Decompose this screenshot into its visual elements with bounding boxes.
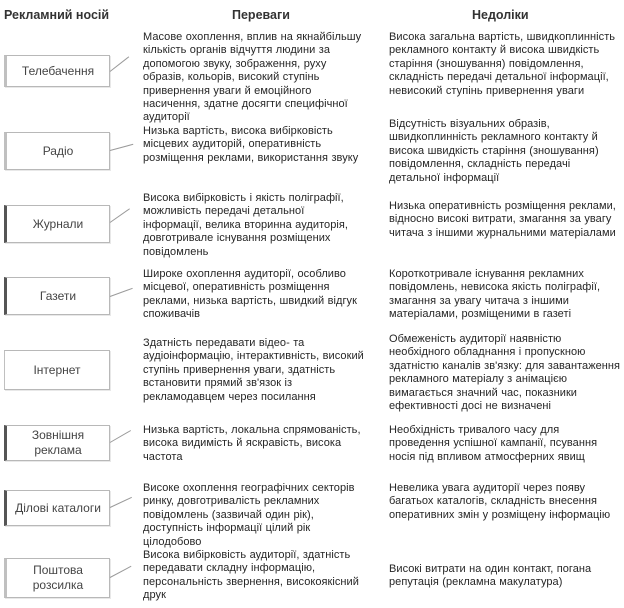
connector-line bbox=[110, 208, 130, 223]
advantages-cell: Широке охоплення аудиторії, особливо місцевої, оперативність розміщення реклами, низька вартість, швидкий відгук споживачів bbox=[143, 268, 357, 321]
disadvantages-cell: Відсутність візуальних образів, швидкоплинність рекламного контакту й висока швидкість старіння (зношування) повідомлення, складність передачі детальної інформації bbox=[389, 118, 599, 184]
disadvantages-cell: Короткотривале існування рекламних повідомлень, невисока якість поліграфії, змагання за увагу читача з іншими матеріалами, розміщеними в газеті bbox=[389, 268, 601, 321]
disadvantages-cell: Високі витрати на один контакт, погана репутація (рекламна макулатура) bbox=[389, 563, 592, 589]
connector-line bbox=[110, 288, 133, 297]
media-label-internet: Інтернет bbox=[4, 350, 110, 390]
disadvantages-cell: Обмеженість аудиторії наявністю необхідного обладнання і пропускною здатністю каналів зв'язку: для завантаження рекламного матеріалу з анімацією вимагається значний час, показники ефективності досі не визначені bbox=[389, 333, 621, 413]
advantages-cell: Здатність передавати відео- та аудіоінформацію, інтерактивність, високий ступінь привернення уваги, здатність встановити прямий зв'язок із рекламодавцем через посилання bbox=[143, 337, 364, 403]
connector-line bbox=[110, 56, 130, 72]
media-label-outdoor: Зовнішня реклама bbox=[4, 425, 110, 461]
advantages-cell: Висока вибірковість і якість поліграфії, можливість передачі детальної інформації, велика вторинна аудиторія, довготривале існування розміщених повідомлень bbox=[143, 192, 348, 258]
media-label-magazines: Журнали bbox=[4, 205, 110, 243]
connector-line bbox=[110, 497, 132, 508]
disadvantages-cell: Низька оперативність розміщення реклами, відносно високі витрати, змагання за увагу читача з іншими журнальними матеріалами bbox=[389, 200, 616, 239]
advantages-cell: Низька вартість, висока вибірковість місцевих аудиторій, оперативність розміщення реклами, використання звуку bbox=[143, 125, 359, 164]
media-label-tv: Телебачення bbox=[4, 55, 110, 87]
media-label-radio: Радіо bbox=[4, 132, 110, 170]
disadvantages-cell: Висока загальна вартість, швидкоплинність рекламного контакту й висока швидкість старіння (зношування) повідомлення, складність передачі детальної інформації, невисокий ступінь привернення уваги bbox=[389, 31, 616, 97]
disadvantages-cell: Необхідність тривалого часу для проведення успішної кампанії, псування носія під впливом атмосферних явищ bbox=[389, 424, 598, 463]
media-label-catalogs: Ділові каталоги bbox=[4, 490, 110, 526]
media-label-newspapers: Газети bbox=[4, 277, 110, 315]
advantages-cell: Висока вибірковість аудиторії, здатність передавати складну інформацію, персональність звернення, високоякісний друк bbox=[143, 549, 359, 602]
media-label-direct-mail: Поштова розсилка bbox=[4, 558, 110, 598]
header-media: Рекламний носій bbox=[4, 8, 110, 22]
header-disadvantages: Недоліки bbox=[472, 8, 529, 22]
connector-line bbox=[110, 566, 132, 578]
advantages-cell: Масове охоплення, вплив на якнайбільшу кількість органів відчуття людини за допомогою звуку, зображення, руху образів, кольорів, високий ступінь привернення уваги й емоційного насичення, здатне досягти специфічної аудиторії bbox=[143, 31, 362, 124]
advantages-cell: Низька вартість, локальна спрямованість, висока видимість й яскравість, висока частота bbox=[143, 424, 361, 463]
disadvantages-cell: Невелика увага аудиторії через появу багатьох каталогів, складність внесення оперативних змін у розміщену інформацію bbox=[389, 482, 611, 521]
header-advantages: Переваги bbox=[232, 8, 290, 22]
connector-line bbox=[110, 430, 131, 443]
connector-line bbox=[110, 144, 133, 151]
advantages-cell: Високе охоплення географічних секторів ринку, довготривалість рекламних повідомлень (зазвичай один рік), доступність інформації цілий рік цілодобово bbox=[143, 482, 355, 548]
